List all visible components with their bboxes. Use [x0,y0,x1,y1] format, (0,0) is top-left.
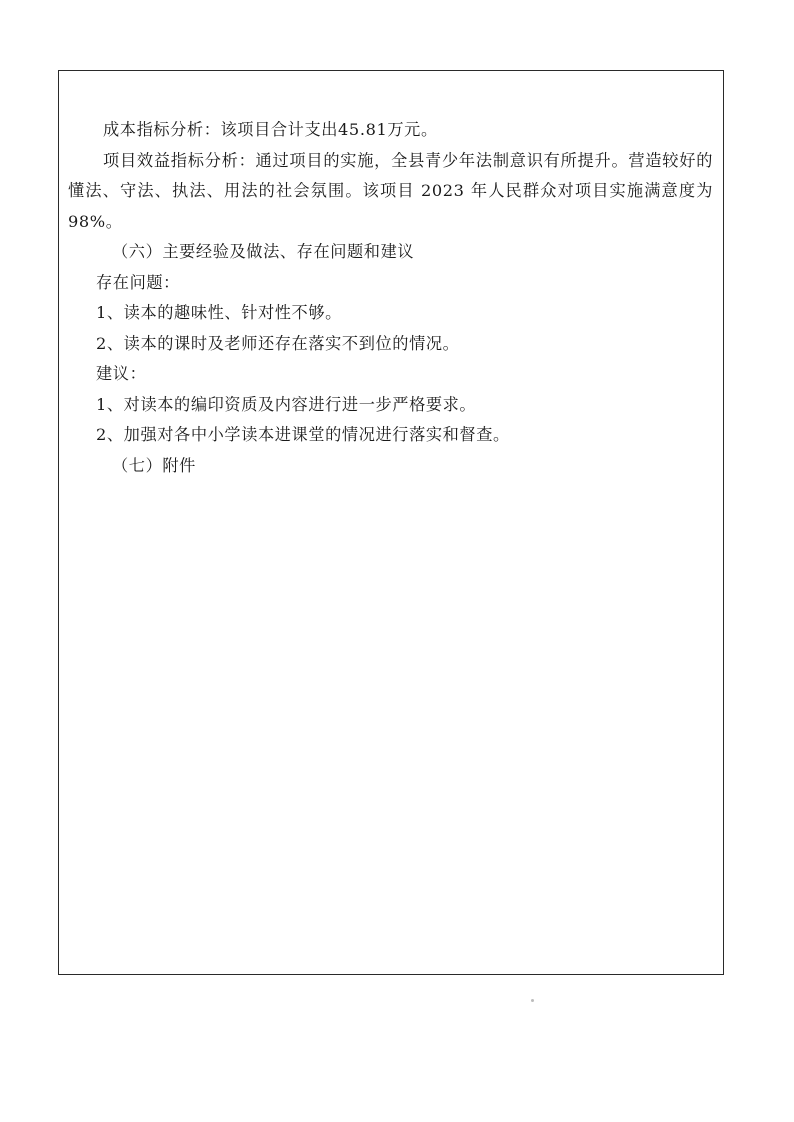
section-six-heading: （六）主要经验及做法、存在问题和建议 [112,242,415,261]
cost-analysis-text: 成本指标分析：该项目合计支出45.81万元。 [103,120,438,139]
benefit-analysis-paragraph: 项目效益指标分析：通过项目的实施，全县青少年法制意识有所提升。营造较好的懂法、守法、执法、用法的社会氛围。该项目 2023 年人民群众对项目实施满意度为98%。 [68,150,713,231]
suggestions-heading: 建议： [96,364,147,383]
section-seven-heading: （七）附件 [112,455,196,475]
problem-item-2: 2、读本的课时及老师还存在落实不到位的情况。 [96,333,460,353]
problems-heading: 存在问题： [96,272,180,292]
suggestion-item-2: 2、加强对各中小学读本进课堂的情况进行落实和督查。 [96,425,510,444]
problem-item-1: 1、读本的趣味性、针对性不够。 [96,303,342,322]
suggestion-item-1: 1、对读本的编印资质及内容进行进一步严格要求。 [96,394,477,414]
scan-artifact-dot [531,999,534,1002]
table-cell-frame [58,70,724,975]
document-body [59,115,723,481]
